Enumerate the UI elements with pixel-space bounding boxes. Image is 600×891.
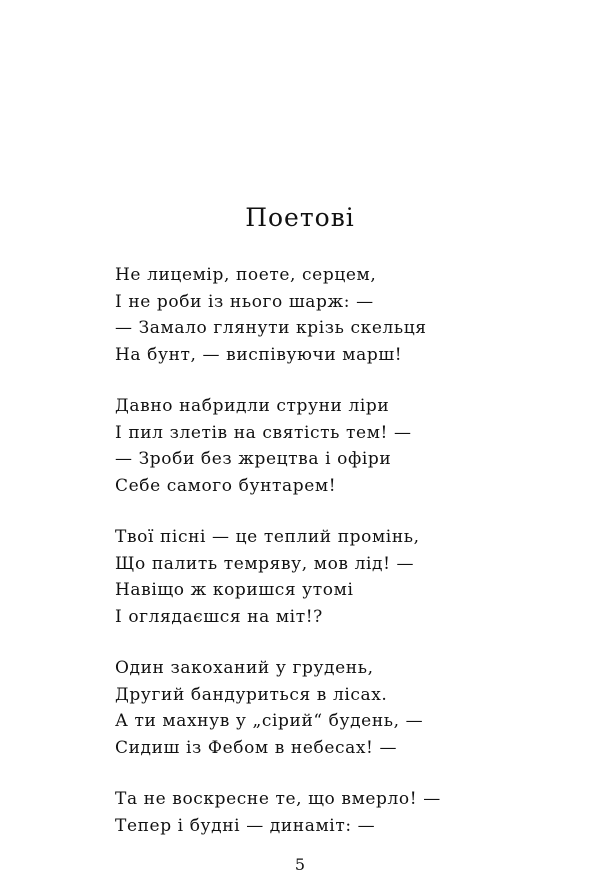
poem-line: А ти махнув у „сірий“ будень, — [115, 711, 424, 731]
poem-line: Тепер і будні — динаміт: — [115, 815, 376, 836]
poem-title: Поетові [245, 203, 355, 232]
stanza-1 [115, 262, 555, 368]
poem-line: Один закоханий у грудень, [115, 658, 374, 678]
poem-line: І не роби із нього шарж: — [115, 291, 374, 312]
poem-line: Навіщо ж коришся утомі [115, 580, 354, 600]
stanza-4 [115, 655, 555, 761]
poem-line: Другий бандуриться в лісах. [115, 684, 388, 705]
poem-line: Сидиш із Фебом в небесах! — [115, 737, 398, 758]
poem-line: Та не воскресне те, що вмерло! — [115, 789, 441, 809]
poem-line: І оглядаєшся на міт!? [115, 606, 323, 627]
stanza-2 [115, 393, 555, 499]
poem-body [115, 262, 555, 864]
poem-line: — Зроби без жрецтва і офіри [115, 449, 392, 469]
poem-line: Не лицемір, поете, серцем, [115, 265, 377, 285]
poem-line: І пил злетів на святість тем! — [115, 422, 412, 443]
poem-line: Себе самого бунтарем! [115, 475, 337, 496]
poem-line: Давно набридли струни ліри [115, 396, 390, 416]
poem-line: — Замало глянути крізь скельця [115, 318, 427, 338]
poem-line: Що палить темряву, мов лід! — [115, 553, 415, 574]
stanza-5 [115, 786, 555, 839]
poem-line: На бунт, — виспівуючи марш! [115, 344, 403, 365]
stanza-3 [115, 524, 555, 630]
poem-line: Твої пісні — це теплий промінь, [115, 527, 420, 547]
page-number: 5 [294, 855, 306, 874]
